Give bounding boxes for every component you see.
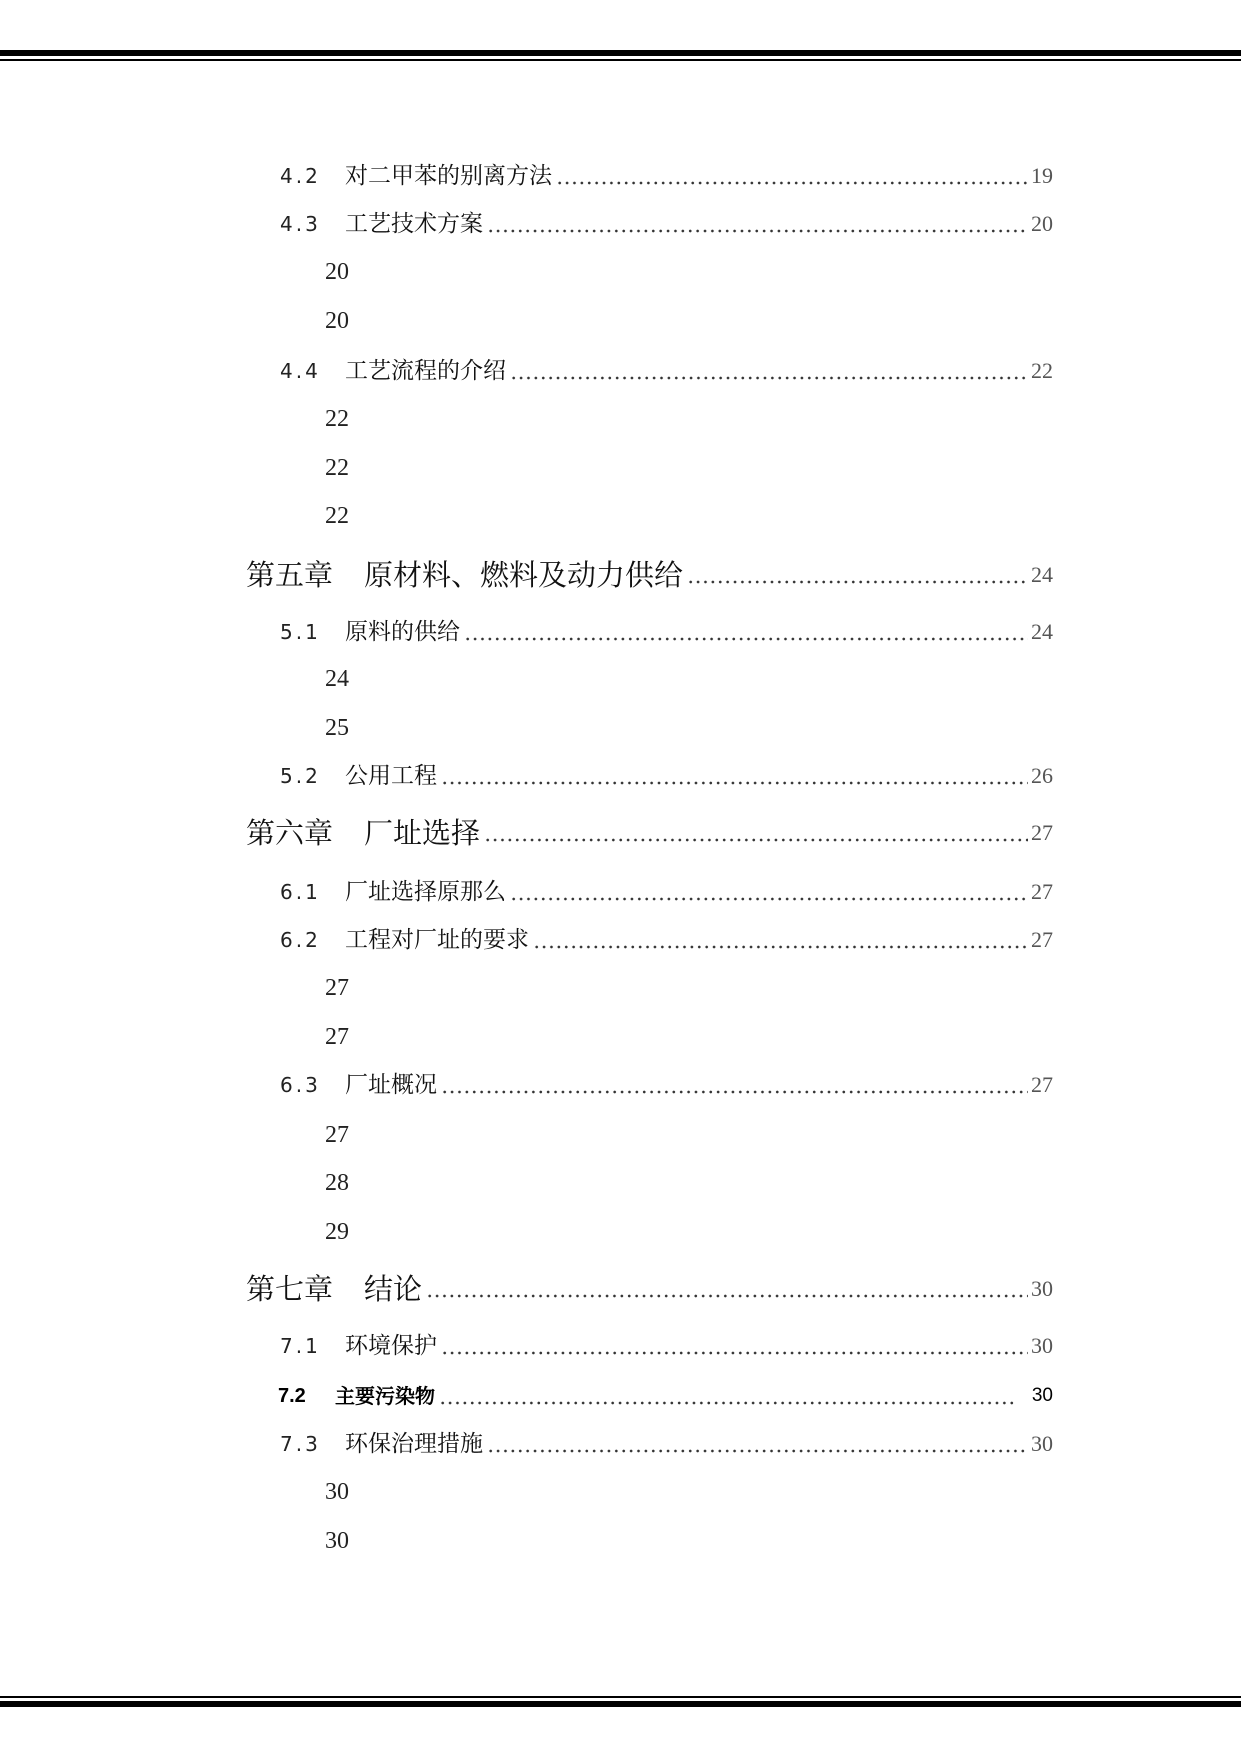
dot-leader: [484, 813, 1028, 853]
chapter-title: 原材料、燃料及动力供给: [364, 558, 684, 592]
dot-leader: [441, 1326, 1028, 1366]
toc-page-ref: [0, 1017, 1241, 1057]
page-number: 22: [325, 455, 349, 481]
entry-title: 工艺流程的介绍: [345, 358, 506, 384]
toc-page-ref: [0, 1212, 1241, 1252]
dot-leader: [487, 204, 1028, 244]
entry-page: 30: [1031, 1385, 1053, 1406]
toc-entry: [0, 351, 1241, 391]
entry-page: 30: [1031, 1431, 1053, 1456]
chapter-number: 第五章: [246, 558, 334, 592]
toc-entry: [0, 1376, 1241, 1416]
entry-number: 6.3: [280, 1073, 321, 1097]
entry-page: 26: [1031, 763, 1053, 788]
toc-entry: [0, 872, 1241, 912]
toc-entry: [0, 756, 1241, 796]
toc-entry: [0, 156, 1241, 196]
page-number: 30: [325, 1479, 349, 1505]
page-number: 25: [325, 715, 349, 741]
toc-entry: [0, 1424, 1241, 1464]
toc-chapter: [0, 555, 1241, 595]
toc-entry: [0, 1326, 1241, 1366]
entry-page: 30: [1031, 1276, 1053, 1301]
entry-title: 厂址概况: [345, 1072, 437, 1098]
toc-entry: [0, 920, 1241, 960]
entry-page: 30: [1031, 1333, 1053, 1358]
toc-page-ref: [0, 1521, 1241, 1561]
toc-page-ref: [0, 968, 1241, 1008]
entry-number: 5.2: [280, 764, 321, 788]
toc-page-ref: [0, 496, 1241, 536]
entry-page: 19: [1031, 163, 1053, 188]
entry-number: 4.4: [280, 359, 321, 383]
entry-number: 5.1: [280, 620, 321, 644]
page-number: 24: [325, 666, 349, 692]
dot-leader: [464, 612, 1028, 652]
entry-number: 7.1: [280, 1334, 321, 1358]
dot-leader: [687, 555, 1028, 595]
entry-number: 4.2: [280, 164, 321, 188]
entry-page: 27: [1031, 879, 1053, 904]
entry-page: 27: [1031, 820, 1053, 845]
dot-leader: [441, 1065, 1028, 1105]
dot-leader: [487, 1424, 1028, 1464]
toc-entry: [0, 612, 1241, 652]
page-number: 29: [325, 1219, 349, 1245]
page-number: 27: [325, 1122, 349, 1148]
dot-leader: [426, 1269, 1028, 1309]
footer-rule-thin: [0, 1696, 1241, 1698]
toc-entry: [0, 1065, 1241, 1105]
entry-title: 对二甲苯的别离方法: [345, 163, 552, 189]
entry-title: 公用工程: [345, 763, 437, 789]
toc-page-ref: [0, 708, 1241, 748]
toc-page-ref: [0, 659, 1241, 699]
toc-page-ref: [0, 1115, 1241, 1155]
entry-page: 24: [1031, 619, 1053, 644]
toc-chapter: [0, 813, 1241, 853]
page-number: 27: [325, 1024, 349, 1050]
entry-title: 环境保护: [345, 1333, 437, 1359]
toc-entry: [0, 204, 1241, 244]
entry-title: 主要污染物: [335, 1384, 435, 1408]
entry-page: 27: [1031, 1072, 1053, 1097]
entry-title: 原料的供给: [345, 619, 460, 645]
dot-leader: [510, 872, 1028, 912]
page-number: 27: [325, 975, 349, 1001]
toc-chapter: [0, 1269, 1241, 1309]
toc-page-ref: [0, 301, 1241, 341]
toc-page-ref: [0, 252, 1241, 292]
dot-leader: [510, 351, 1028, 391]
page-number: 20: [325, 259, 349, 285]
entry-number: 7.2: [278, 1385, 306, 1407]
entry-number: 7.3: [280, 1432, 321, 1456]
toc-page-ref: [0, 1163, 1241, 1203]
toc-page-ref: [0, 1472, 1241, 1512]
page-number: 22: [325, 503, 349, 529]
entry-title: 厂址选择原那么: [345, 879, 506, 905]
toc-page-ref: [0, 399, 1241, 439]
chapter-title: 结论: [364, 1272, 423, 1306]
page-number: 20: [325, 308, 349, 334]
dot-leader: [556, 156, 1028, 196]
entry-title: 工程对厂址的要求: [345, 927, 529, 953]
entry-page: 22: [1031, 358, 1053, 383]
entry-page: 27: [1031, 927, 1053, 952]
dot-leader: [533, 920, 1028, 960]
entry-number: 6.1: [280, 880, 321, 904]
chapter-title: 厂址选择: [364, 816, 481, 850]
dot-leader: [439, 1376, 1016, 1416]
page-number: 22: [325, 406, 349, 432]
header-rule-thick: [0, 50, 1241, 56]
entry-page: 24: [1031, 562, 1053, 587]
entry-title: 工艺技术方案: [345, 211, 483, 237]
page-number: 28: [325, 1170, 349, 1196]
chapter-number: 第七章: [246, 1272, 334, 1306]
entry-title: 环保治理措施: [345, 1431, 483, 1457]
footer-rule-thick: [0, 1701, 1241, 1707]
entry-number: 6.2: [280, 928, 321, 952]
entry-number: 4.3: [280, 212, 321, 236]
page-number: 30: [325, 1528, 349, 1554]
toc-page-ref: [0, 448, 1241, 488]
entry-page: 20: [1031, 211, 1053, 236]
header-rule-thin: [0, 59, 1241, 61]
chapter-number: 第六章: [246, 816, 334, 850]
dot-leader: [441, 756, 1028, 796]
